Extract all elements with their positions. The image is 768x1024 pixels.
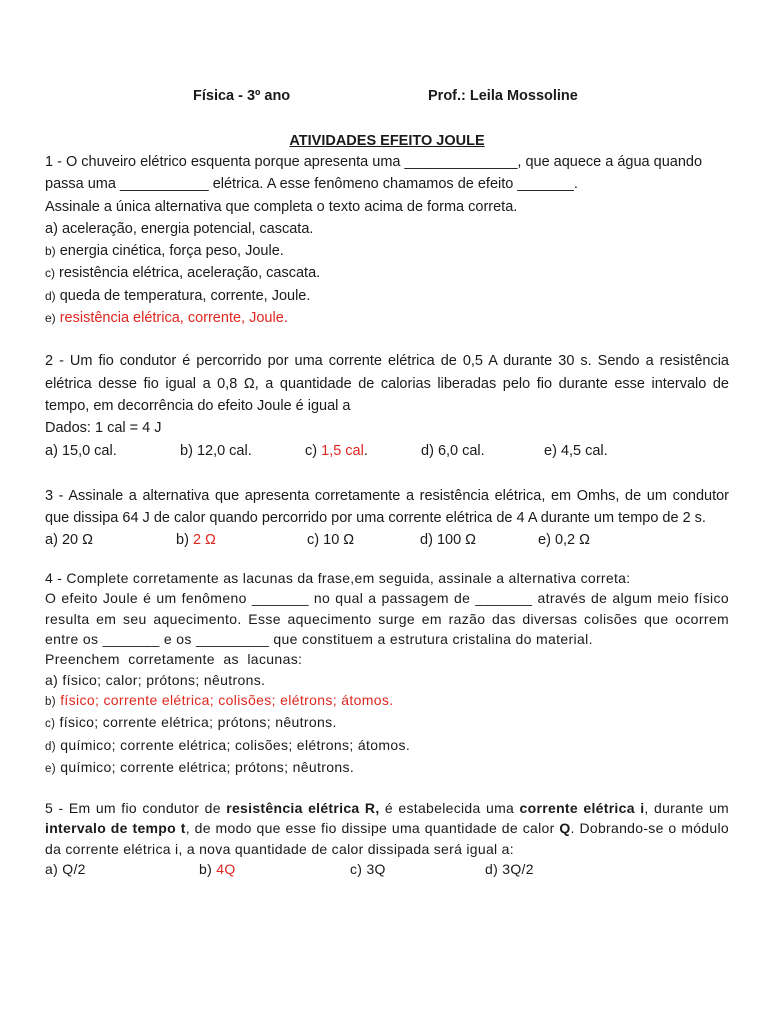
q1-option-e <box>45 307 729 329</box>
q5-option-c-text: 3Q <box>366 861 386 878</box>
q2-option-d-text: 6,0 cal. <box>437 442 485 459</box>
q5-option-d <box>485 859 534 879</box>
q4-option-c-text: físico; corrente elétrica; prótons; nêutrons. <box>59 714 337 731</box>
q3-option-e-letter: e) <box>538 532 551 549</box>
q3-option-c <box>307 529 354 551</box>
q3-option-e-text: 0,2 Ω <box>554 532 590 549</box>
q2-options <box>45 440 729 462</box>
q1-option-b <box>45 240 729 262</box>
q5-option-a-letter: a) <box>45 861 59 878</box>
q3-option-b-text: 2 Ω <box>192 532 216 549</box>
q5-option-a-text: Q/2 <box>62 861 86 878</box>
q3-option-d-text: 100 Ω <box>436 532 476 549</box>
q1-line-1: 1 - O chuveiro elétrico esquenta porque apresenta uma ______________, que aquece a água quando <box>45 154 703 170</box>
q4-option-b-text: físico; corrente elétrica; colisões; elétrons; átomos. <box>60 691 394 708</box>
q1-option-d <box>45 285 729 307</box>
q5-option-c <box>350 859 386 879</box>
q2-option-b-text: 12,0 cal. <box>196 442 252 459</box>
q2-option-a-text: 15,0 cal. <box>61 442 117 459</box>
q1-option-a <box>45 218 729 240</box>
q3-options <box>45 529 729 551</box>
subject-label: Física - 3º ano <box>193 88 291 104</box>
q5-bold-current: corrente elétrica i <box>519 800 645 817</box>
q1-option-d-text: queda de temperatura, corrente, Joule. <box>59 287 311 304</box>
q5-text <box>45 798 729 859</box>
q3-option-c-letter: c) <box>307 532 320 549</box>
worksheet-page <box>45 88 729 879</box>
q3-option-b-letter: b) <box>176 532 189 549</box>
q5-option-c-letter: c) <box>350 861 363 878</box>
q2-option-c-text: 1,5 cal <box>321 442 364 459</box>
q4-option-e-text: químico; corrente elétrica; prótons; nêutrons. <box>60 758 355 775</box>
q2-option-c <box>305 440 368 462</box>
q4-option-a <box>45 670 729 690</box>
q4-option-a-letter: a) <box>45 671 59 688</box>
question-3 <box>45 485 729 552</box>
q3-option-d-letter: d) <box>420 532 433 549</box>
q2-data: Dados: 1 cal = 4 J <box>45 420 162 437</box>
q2-option-e <box>544 440 608 462</box>
q5-text-part-5: . Dobrando-se o módulo da corrente elétrica i, a nova quantidade de calor dissipada será igual a: <box>45 820 729 857</box>
q5-option-a <box>45 859 86 879</box>
page-title: ATIVIDADES EFEITO JOULE <box>289 133 485 149</box>
q5-options <box>45 859 729 879</box>
question-5 <box>45 798 729 879</box>
q4-option-d-letter: d) <box>45 740 56 753</box>
q2-option-b <box>180 440 252 462</box>
q4-line-1: 4 - Complete corretamente as lacunas da frase,em seguida, assinale a alternativa correta: <box>45 570 631 587</box>
q4-option-e <box>45 757 729 779</box>
q4-option-d-text: químico; corrente elétrica; colisões; elétrons; átomos. <box>60 736 411 753</box>
q2-option-c-letter: c) <box>305 442 318 459</box>
q5-option-d-text: 3Q/2 <box>502 861 534 878</box>
q3-option-b <box>176 529 216 551</box>
q4-option-b-letter: b) <box>45 695 56 708</box>
q2-option-e-text: 4,5 cal. <box>560 442 608 459</box>
q4-option-c-letter: c) <box>45 718 56 731</box>
header <box>45 88 729 112</box>
question-1 <box>45 151 729 329</box>
q4-option-b <box>45 690 729 712</box>
q2-option-a <box>45 440 117 462</box>
q1-option-a-text: aceleração, energia potencial, cascata. <box>61 220 314 237</box>
q5-text-part-2: é estabelecida uma <box>379 800 520 817</box>
q5-option-b-letter: b) <box>199 861 213 878</box>
q3-option-a <box>45 529 93 551</box>
q3-option-e <box>538 529 590 551</box>
q4-option-e-letter: e) <box>45 762 56 775</box>
q5-option-d-letter: d) <box>485 861 499 878</box>
question-4 <box>45 568 729 779</box>
q2-text: 2 - Um fio condutor é percorrido por uma corrente elétrica de 0,5 A durante 30 s. Sendo a resistência elétrica desse fio igual a 0,8 Ω, a quantidade de calorias liberadas pelo fio durante esse intervalo de tempo, em decorrência do efeito Joule é igual a <box>45 353 729 414</box>
q2-option-a-letter: a) <box>45 442 58 459</box>
q2-option-d-letter: d) <box>421 442 434 459</box>
q2-option-e-letter: e) <box>544 442 557 459</box>
q5-bold-heat: Q <box>559 820 571 837</box>
q1-option-d-letter: d) <box>45 288 56 303</box>
q5-bold-time: intervalo de tempo t <box>45 820 186 837</box>
q4-text: O efeito Joule é um fenômeno _______ no qual a passagem de _______ através de algum meio físico resulta em seu aquecimento. Esse aquecimento surge em razão das diversas colisões que ocorrem entre os _______ e os _________ que constituem a estrutura cristalina do material. <box>45 590 729 648</box>
q1-option-e-letter: e) <box>45 311 56 326</box>
q3-option-d <box>420 529 476 551</box>
q3-option-a-text: 20 Ω <box>61 532 93 549</box>
q5-text-part-3: , durante um <box>644 800 730 817</box>
q5-text-part-4: , de modo que esse fio dissipe uma quantidade de calor <box>185 820 560 837</box>
q1-line-3: Assinale a única alternativa que completa o texto acima de forma correta. <box>45 198 518 215</box>
q4-option-a-text: físico; calor; prótons; nêutrons. <box>62 671 266 688</box>
teacher-label: Prof.: Leila Mossoline <box>428 88 578 104</box>
q3-option-c-text: 10 Ω <box>323 532 355 549</box>
q1-option-b-text: energia cinética, força peso, Joule. <box>59 243 284 260</box>
q1-option-e-text: resistência elétrica, corrente, Joule. <box>59 310 288 327</box>
q1-option-c <box>45 262 729 284</box>
q5-bold-resistance: resistência elétrica R, <box>226 800 380 817</box>
q5-option-b <box>199 859 236 879</box>
q1-line-2: passa uma ___________ elétrica. A esse fenômeno chamamos de efeito _______. <box>45 176 578 193</box>
q4-option-c <box>45 712 729 734</box>
q2-option-b-letter: b) <box>180 442 193 459</box>
q1-option-c-letter: c) <box>45 266 55 281</box>
q2-option-d <box>421 440 485 462</box>
q3-option-a-letter: a) <box>45 532 58 549</box>
q2-option-c-dot: . <box>363 442 368 459</box>
q4-prompt: Preenchem corretamente as lacunas: <box>45 651 303 668</box>
q5-option-b-text: 4Q <box>216 861 236 878</box>
q4-option-d <box>45 735 729 757</box>
question-2 <box>45 350 729 461</box>
q1-option-c-text: resistência elétrica, aceleração, cascata. <box>59 265 321 282</box>
q1-option-a-letter: a) <box>45 220 58 237</box>
q5-text-part-1: 5 - Em um fio condutor de <box>45 800 227 817</box>
q3-text: 3 - Assinale a alternativa que apresenta corretamente a resistência elétrica, em Omhs, de um condutor que dissipa 64 J de calor quando percorrido por uma corrente elétrica de 4 A durante um tempo de 2 s. <box>45 487 729 526</box>
q1-option-b-letter: b) <box>45 244 56 259</box>
